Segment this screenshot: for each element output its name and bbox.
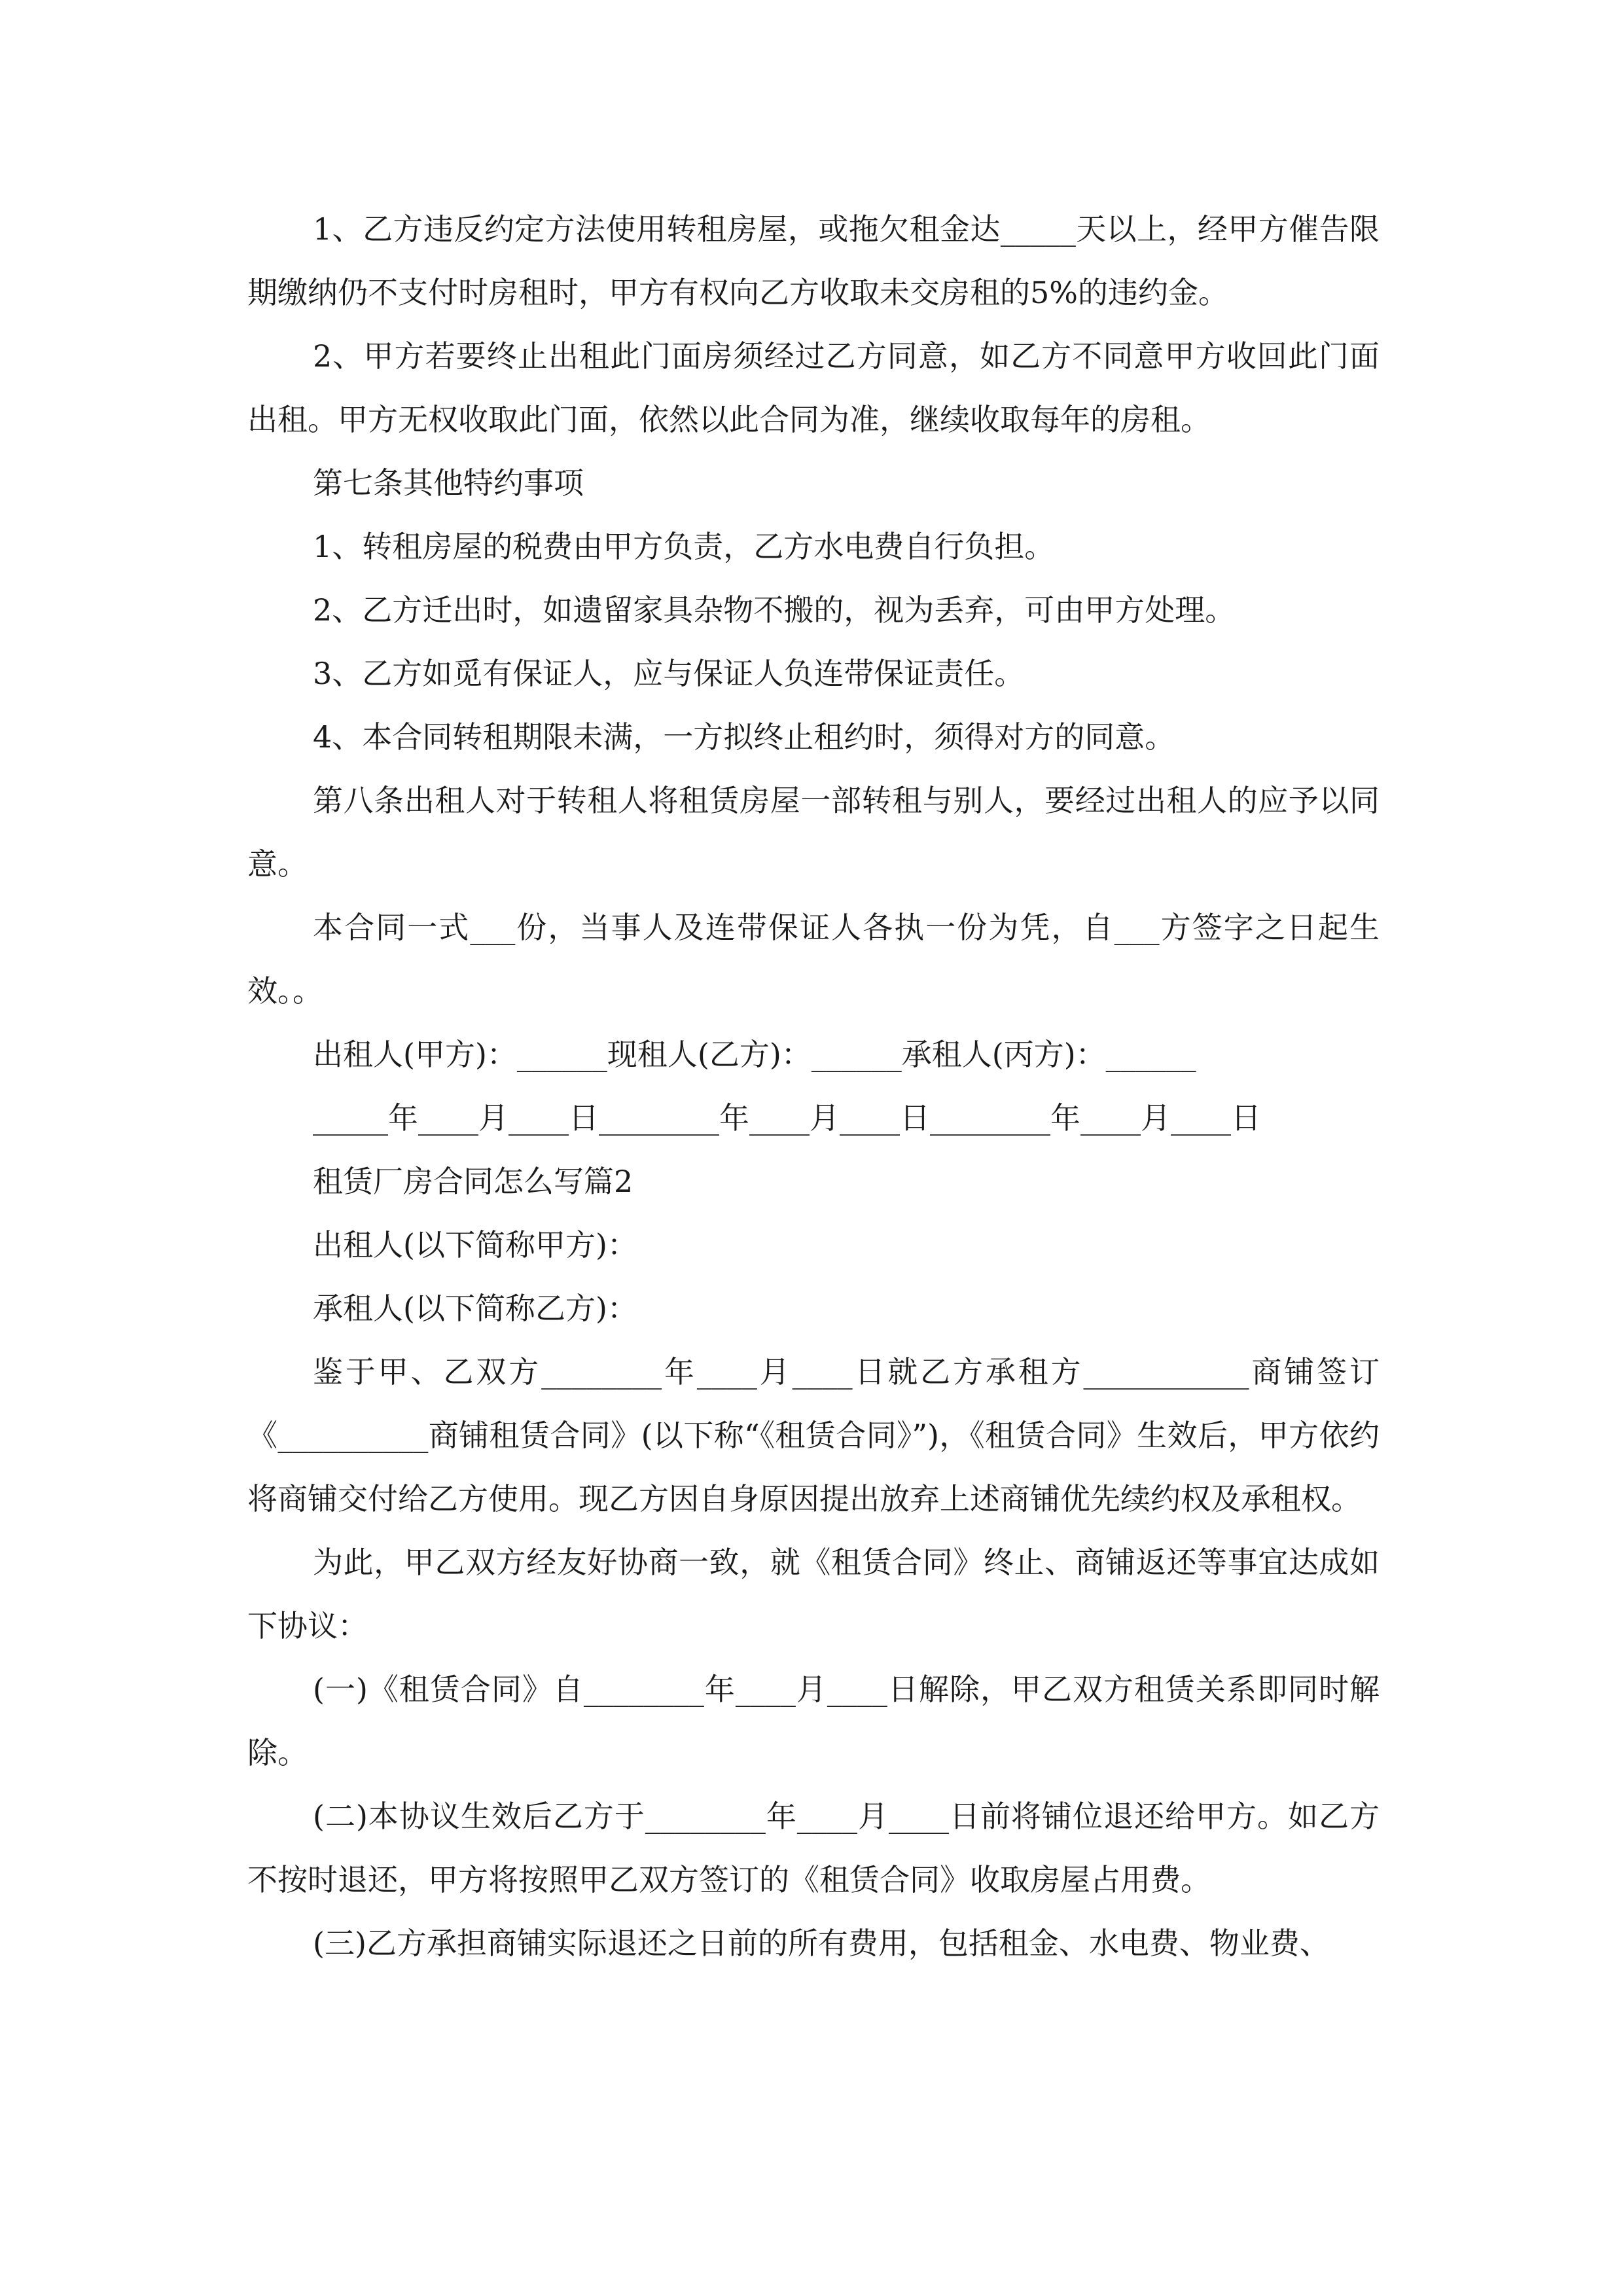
signature-dates-line: _____年____月____日________年____月____日________年____月____日: [313, 1100, 1261, 1136]
paragraph-termination: 2、甲方若要终止出租此门面房须经过乙方同意，如乙方不同意甲方收回此门面出租。甲方无权收取此门面，依然以此合同为准，继续收取每年的房租。: [247, 338, 1380, 437]
paragraph-copies: 本合同一式___份，当事人及连带保证人各执一份为凭，自___方签字之日起生效。。: [247, 910, 1380, 1009]
clause-3: (三)乙方承担商铺实际退还之日前的所有费用，包括租金、水电费、物业费、: [313, 1926, 1330, 1961]
paragraph-taxes: 1、转租房屋的税费由甲方负责，乙方水电费自行负担。: [313, 529, 1055, 564]
paragraph-move-out: 2、乙方迁出时，如遗留家具杂物不搬的，视为丢弃，可由甲方处理。: [313, 592, 1236, 628]
paragraph-background: 鉴于甲、乙双方________年____月____日就乙方承租方___________商铺签订《__________商铺租赁合同》(以下称“《租赁合同》”)，《租赁合同》生效后，甲方依约将商铺交付给乙方使用。现乙方因自身原因提出放弃上述商铺优先续约权及承租权。: [247, 1354, 1380, 1516]
document-body: [247, 198, 1380, 1975]
section-title-part-2: 租赁厂房合同怎么写篇2: [313, 1164, 633, 1199]
paragraph-guarantor: 3、乙方如觅有保证人，应与保证人负连带保证责任。: [313, 656, 1025, 691]
paragraph-penalty: 1、乙方违反约定方法使用转租房屋，或拖欠租金达_____天以上，经甲方催告限期缴纳仍不支付时房租时，甲方有权向乙方收取未交房租的5%的违约金。: [247, 211, 1380, 310]
paragraph-early-termination: 4、本合同转租期限未满，一方拟终止租约时，须得对方的同意。: [313, 719, 1175, 755]
party-b-line: 承租人(以下简称乙方)：: [313, 1291, 637, 1326]
clause-2: (二)本协议生效后乙方于________年____月____日前将铺位退还给甲方。如乙方不按时退还，甲方将按照甲乙双方签订的《租赁合同》收取房屋占用费。: [247, 1799, 1380, 1897]
clause-1: (一)《租赁合同》自________年____月____日解除，甲乙双方租赁关系即同时解除。: [247, 1672, 1380, 1770]
heading-article-7: 第七条其他特约事项: [313, 465, 584, 501]
paragraph-article-8: 第八条出租人对于转租人将租赁房屋一部转租与别人，要经过出租人的应予以同意。: [247, 783, 1380, 882]
signature-parties-line: 出租人(甲方)：______现租人(乙方)：______承租人(丙方)：______: [313, 1037, 1196, 1072]
party-a-line: 出租人(以下简称甲方)：: [313, 1227, 637, 1263]
paragraph-agreement-intro: 为此，甲乙双方经友好协商一致，就《租赁合同》终止、商铺返还等事宜达成如下协议：: [247, 1545, 1380, 1643]
